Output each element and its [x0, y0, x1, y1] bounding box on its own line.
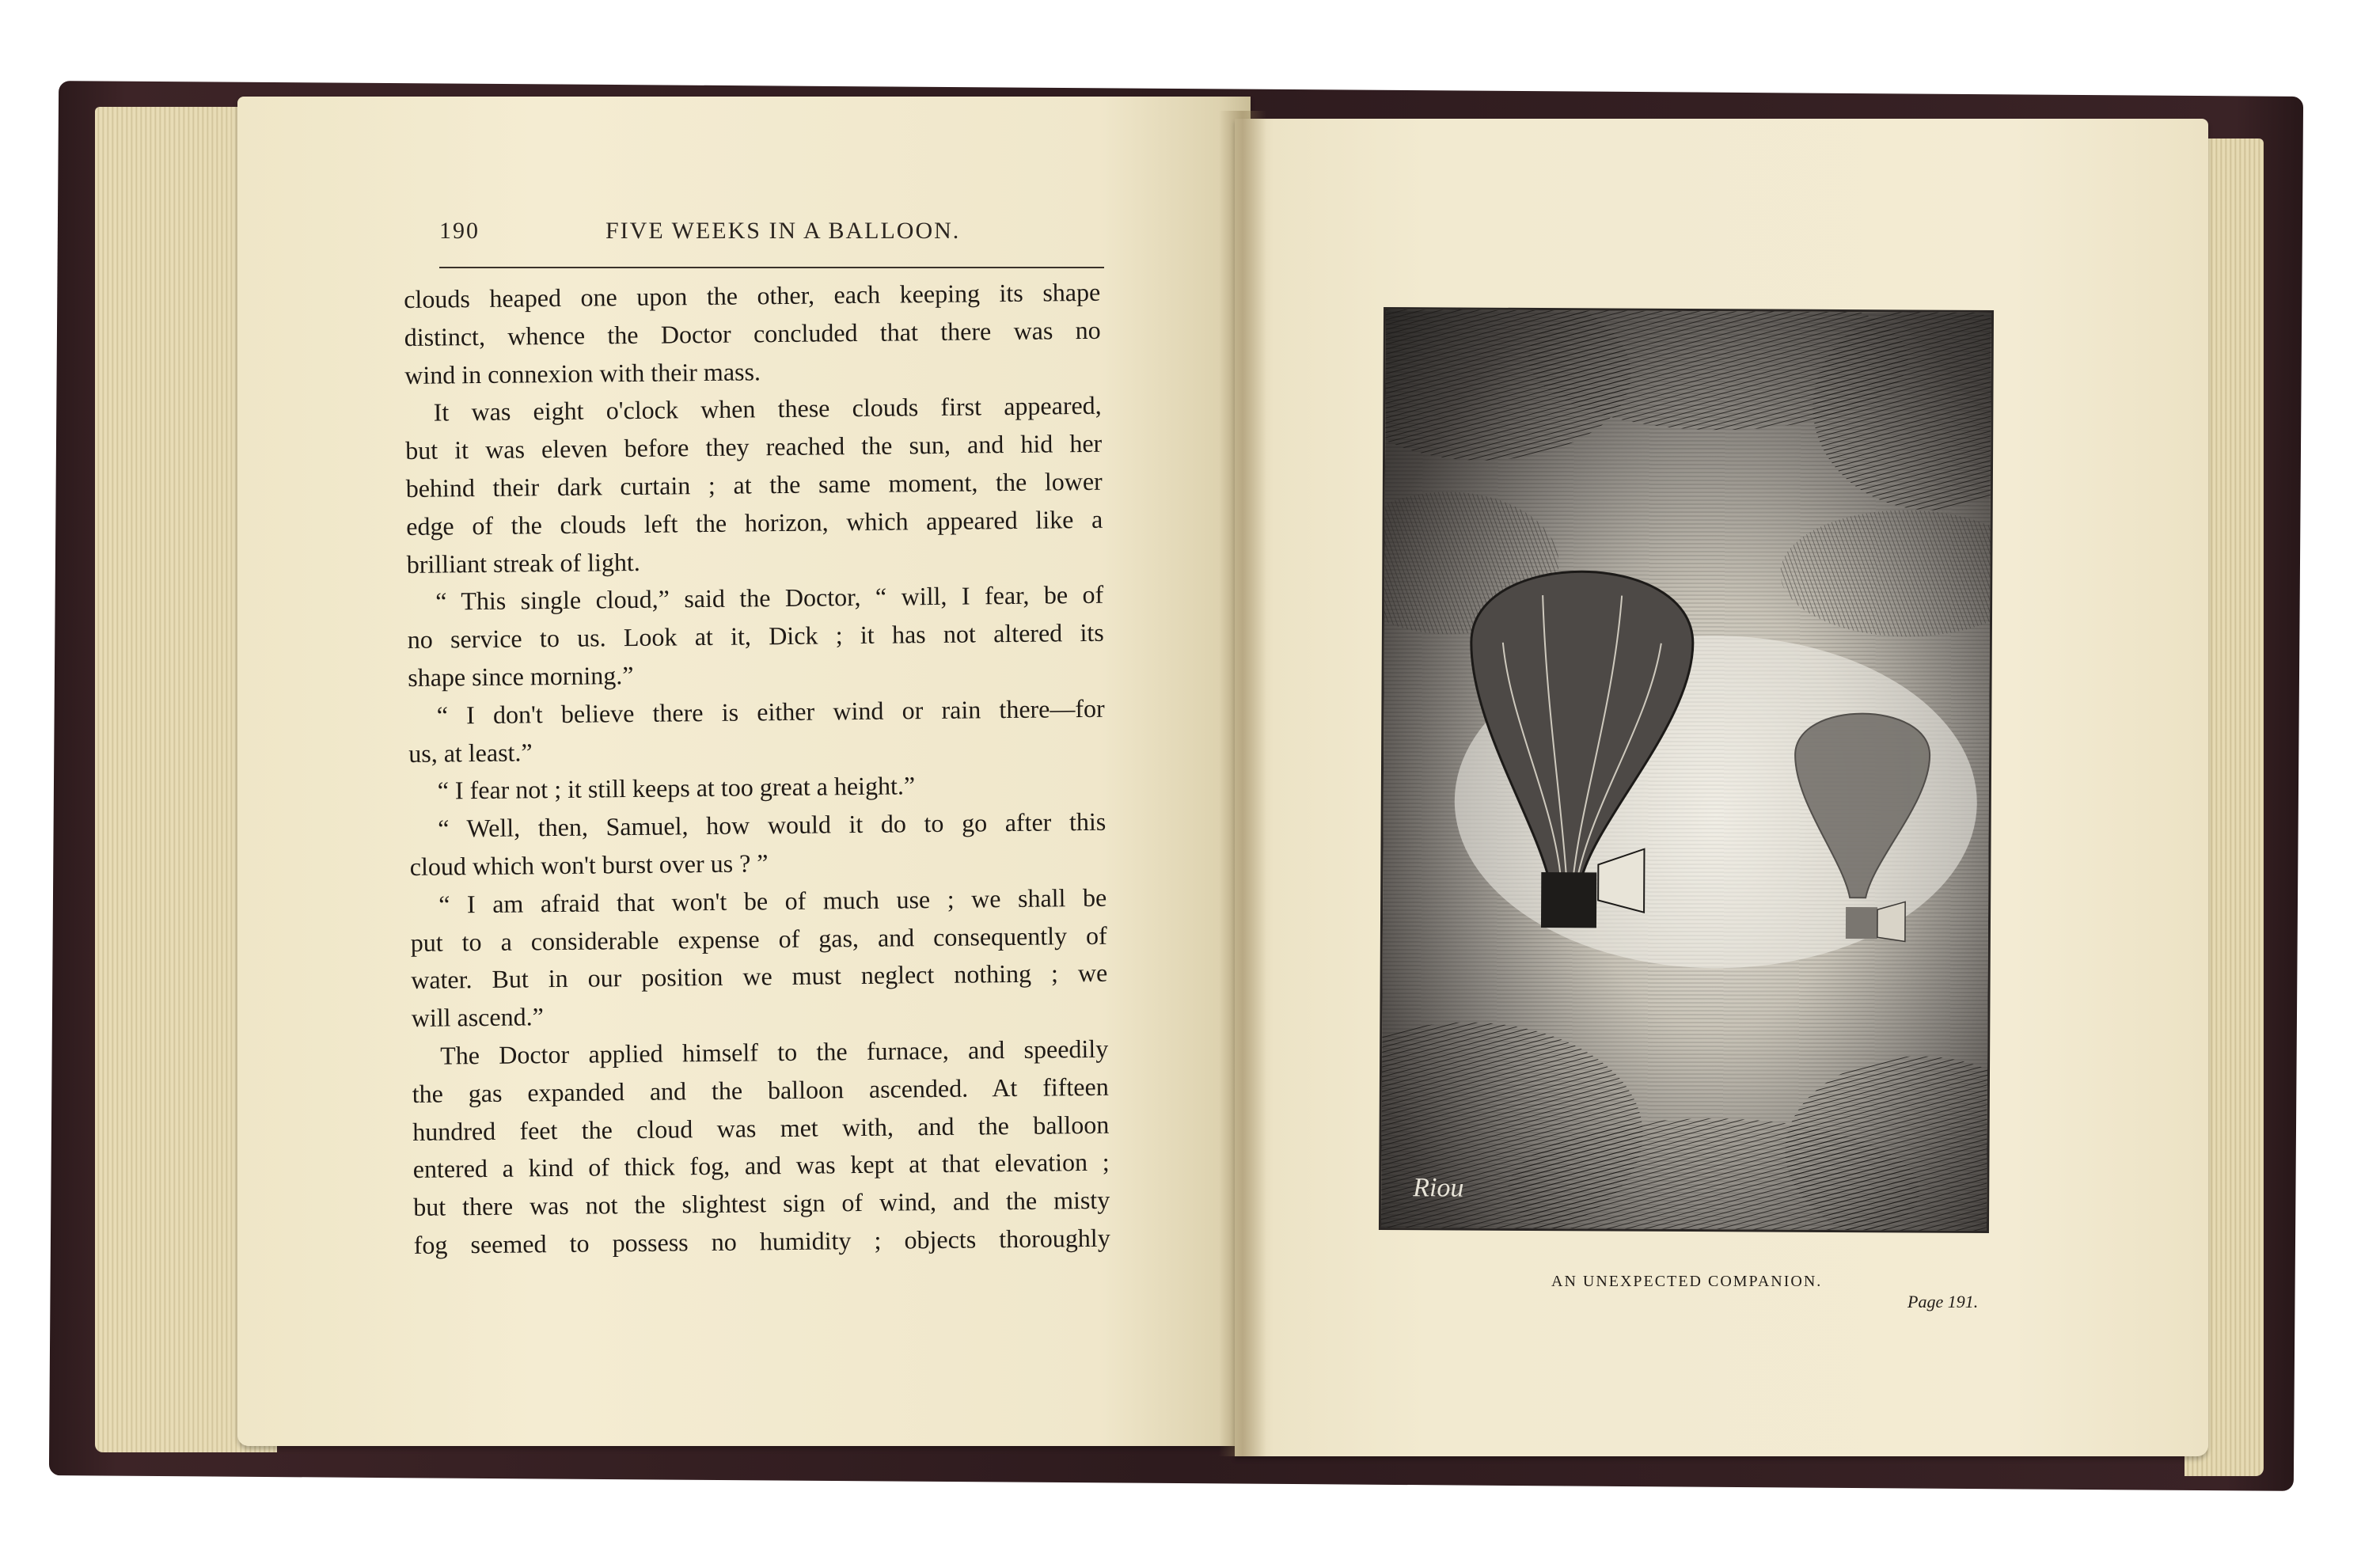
text-line: no service to us. Look at it, Dick ; it has not altered its — [407, 617, 1104, 655]
text-line: entered a kind of thick fog, and was kept at that elevation ; — [412, 1148, 1110, 1184]
text-line: distinct, whence the Doctor concluded that there was no — [404, 315, 1101, 351]
text-line: water. But in our position we must neglect nothing ; we — [411, 958, 1108, 995]
text-line: will ascend.” — [411, 1002, 544, 1033]
text-line: hundred feet the cloud was met with, and the balloon — [412, 1110, 1110, 1146]
text-line: fog seemed to possess no humidity ; objects thoroughly — [413, 1223, 1110, 1259]
text-line: wind in connexion with their mass. — [404, 356, 761, 389]
running-head: FIVE WEEKS IN A BALLOON. — [605, 218, 961, 244]
engraving-art — [1381, 309, 1991, 1231]
cloud-shape — [1785, 1056, 1991, 1231]
text-line: edge of the clouds left the horizon, which appeared like a — [406, 504, 1103, 541]
text-line: “ I don't believe there is either wind or rain there—for — [436, 693, 1105, 730]
text-line: but there was not the slightest sign of wind, and the misty — [413, 1185, 1110, 1222]
text-line: “ Well, then, Samuel, how would it do to go after this — [438, 807, 1106, 843]
text-line: put to a considerable expense of gas, and consequently of — [410, 920, 1107, 957]
text-line: but it was eleven before they reached the sun, and hid her — [405, 428, 1103, 465]
text-line: The Doctor applied himself to the furnace, and speedily — [440, 1034, 1109, 1070]
body-text — [404, 274, 1110, 1265]
cloud-shape — [1780, 510, 1991, 638]
text-line: shape since morning.” — [408, 660, 634, 692]
illustration-caption: AN UNEXPECTED COMPANION. — [1551, 1273, 1823, 1290]
text-line: “ I am afraid that won't be of much use ; we shall be — [438, 882, 1107, 919]
engraver-signature: Riou — [1413, 1173, 1464, 1203]
page-number: 190 — [439, 218, 480, 244]
text-line: behind their dark curtain ; at the same moment, the lower — [405, 466, 1103, 503]
text-line: cloud which won't burst over us ? ” — [409, 848, 769, 881]
engraving-illustration — [1379, 307, 1994, 1233]
text-line: clouds heaped one upon the other, each keeping its shape — [404, 277, 1101, 313]
text-line: “ This single cloud,” said the Doctor, “ will, I fear, be of — [435, 580, 1104, 616]
page-reference: Page 191. — [1907, 1292, 1979, 1311]
book-gutter — [1219, 111, 1266, 1456]
text-line: brilliant streak of light. — [406, 547, 640, 579]
text-line: It was eight o'clock when these clouds first appeared, — [433, 391, 1102, 427]
text-line: us, at least.” — [408, 737, 533, 768]
text-line: the gas expanded and the balloon ascended. At fifteen — [412, 1072, 1109, 1108]
text-line: “ I fear not ; it still keeps at too great a height.” — [437, 771, 916, 805]
header-rule — [439, 267, 1104, 268]
